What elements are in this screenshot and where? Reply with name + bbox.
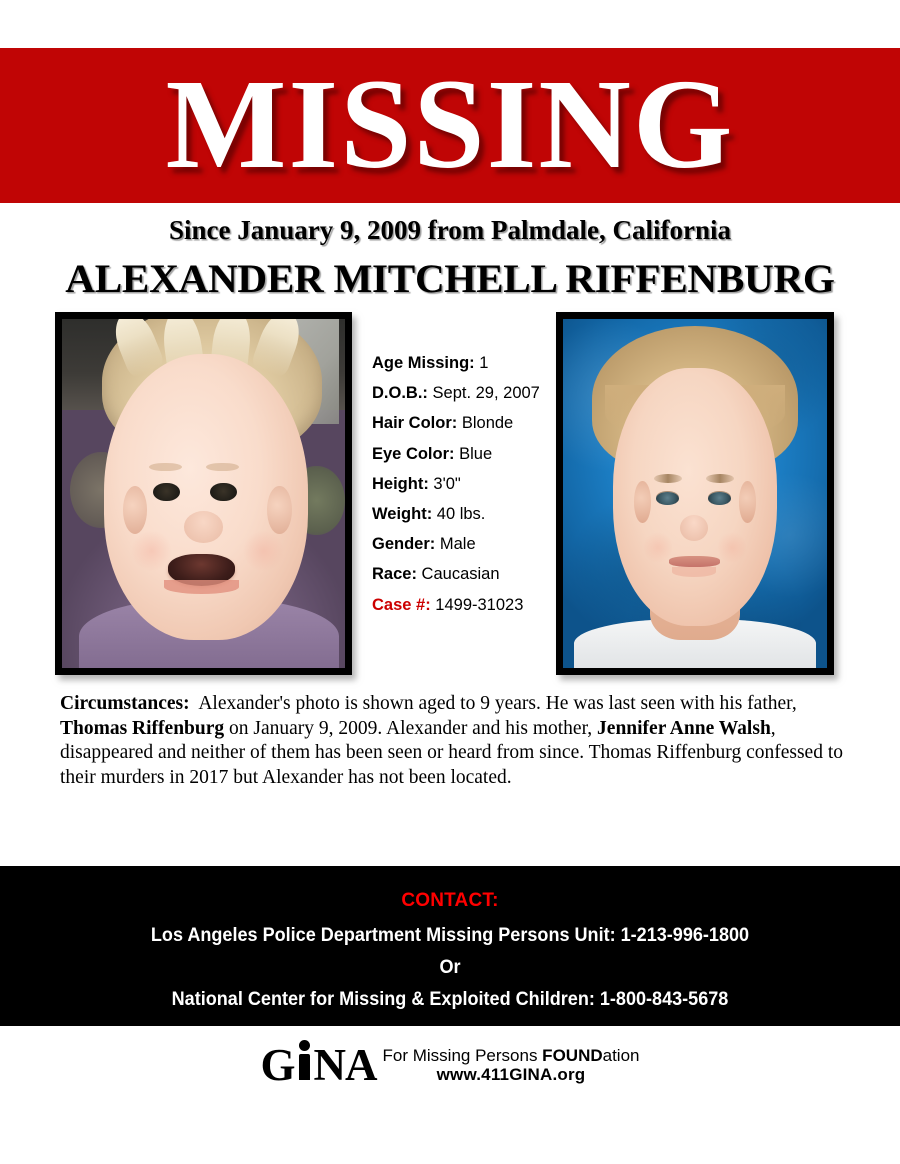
detail-row-dob: [372, 378, 552, 408]
detail-row-eye-color: [372, 439, 552, 469]
detail-row-gender: [372, 529, 552, 559]
boy-cheek-left: [644, 531, 672, 565]
boy-lower-lip: [672, 567, 716, 577]
circumstances-paragraph: [60, 692, 850, 790]
gina-logo-inner: [260, 1040, 639, 1088]
detail-label: Hair Color:: [372, 414, 458, 433]
gina-tagline: [383, 1040, 640, 1085]
circumstances-text-2: on January 9, 2009. Alexander and his mother,: [224, 717, 598, 739]
detail-label: D.O.B.:: [372, 384, 428, 403]
person-figure-head: [299, 1040, 310, 1051]
child-face: [104, 354, 308, 640]
photo-age-progressed-image: [563, 319, 827, 668]
photo-child: [55, 312, 352, 675]
detail-value: Sept. 29, 2007: [432, 384, 540, 403]
child-eyebrow-left: [149, 463, 182, 472]
circumstances-label: Circumstances:: [60, 693, 190, 714]
detail-label-case: Case #:: [372, 595, 431, 614]
missing-headline: MISSING: [165, 53, 735, 195]
boy-cheek-right: [718, 531, 746, 565]
circumstances-father-name: Thomas Riffenburg: [60, 717, 225, 739]
contact-lines: [0, 920, 900, 1016]
detail-label: Weight:: [372, 505, 433, 524]
boy-ear-right: [739, 481, 755, 522]
person-figure-torso: [299, 1054, 310, 1080]
person-name: ALEXANDER MITCHELL RIFFENBURG: [65, 256, 835, 301]
gina-tagline-suffix: ation: [602, 1046, 640, 1065]
circumstances-text-3: , disappeared and neither of them has been seen or heard from since. Thomas Riffenburg confessed to their murders in 2017 but Alexander has not been located.: [60, 717, 843, 788]
photo-age-progressed: [556, 312, 834, 675]
detail-row-case-number: [372, 590, 552, 620]
detail-label: Age Missing:: [372, 354, 475, 372]
person-figure-icon: [296, 1040, 313, 1080]
detail-row-hair-color: [372, 408, 552, 438]
detail-value: Caucasian: [421, 565, 500, 584]
child-eye-left: [153, 483, 179, 502]
gina-website: www.411GINA.org: [436, 1065, 586, 1084]
boy-eyebrow-right: [706, 474, 734, 483]
detail-label: Height:: [372, 474, 429, 493]
detail-row-height: [372, 469, 552, 499]
detail-value-case: 1499-31023: [435, 595, 524, 614]
detail-value: 3'0": [433, 474, 461, 493]
contact-line-or: Or: [439, 957, 461, 978]
child-eyebrow-right: [206, 463, 239, 472]
child-cheek-right: [243, 531, 284, 571]
boy-eye-left: [656, 492, 679, 505]
photo-child-image: [62, 319, 345, 668]
contact-line-ncmec: National Center for Missing & Exploited Children: 1-800-843-5678: [171, 989, 729, 1010]
child-ear-left: [123, 486, 147, 535]
boy-eyebrow-left: [654, 474, 682, 483]
child-eye-right: [210, 483, 236, 502]
child-nose: [184, 511, 223, 542]
detail-value: 40 lbs.: [436, 505, 486, 524]
gina-tagline-prefix: For Missing Persons: [382, 1046, 543, 1065]
details-list: [372, 348, 552, 620]
detail-label: Race:: [372, 565, 417, 584]
since-line: Since January 9, 2009 from Palmdale, California: [169, 215, 731, 245]
gina-letters-na: NA: [313, 1040, 377, 1090]
boy-ear-left: [634, 481, 650, 522]
gina-wordmark: [260, 1040, 376, 1088]
detail-row-age-missing: [372, 348, 552, 378]
gina-tagline-line: [383, 1046, 640, 1065]
gina-tagline-found: FOUND: [542, 1046, 603, 1065]
detail-value: Blonde: [461, 414, 514, 433]
missing-banner: [0, 48, 900, 203]
contact-block: [0, 866, 900, 1026]
detail-value: 1: [479, 354, 489, 372]
child-lower-lip: [164, 580, 239, 594]
boy-eye-right: [708, 492, 731, 505]
detail-row-race: [372, 559, 552, 589]
boy-nose: [680, 515, 708, 541]
detail-row-weight: [372, 499, 552, 529]
gina-logo: [0, 1040, 900, 1100]
child-cheek-left: [131, 531, 172, 571]
detail-value: Male: [439, 535, 476, 554]
boy-mouth: [669, 556, 720, 567]
boy-face: [613, 368, 777, 626]
circumstances-text-1: Alexander's photo is shown aged to 9 years. He was last seen with his father,: [198, 693, 797, 714]
gina-letter-g: G: [260, 1040, 295, 1090]
child-ear-right: [267, 486, 291, 535]
detail-value: Blue: [459, 444, 493, 463]
detail-label: Eye Color:: [372, 444, 455, 463]
detail-label: Gender:: [372, 535, 436, 554]
circumstances-mother-name: Jennifer Anne Walsh: [597, 717, 771, 739]
contact-heading: CONTACT:: [401, 890, 499, 911]
contact-line-lapd: Los Angeles Police Department Missing Persons Unit: 1-213-996-1800: [150, 925, 750, 946]
